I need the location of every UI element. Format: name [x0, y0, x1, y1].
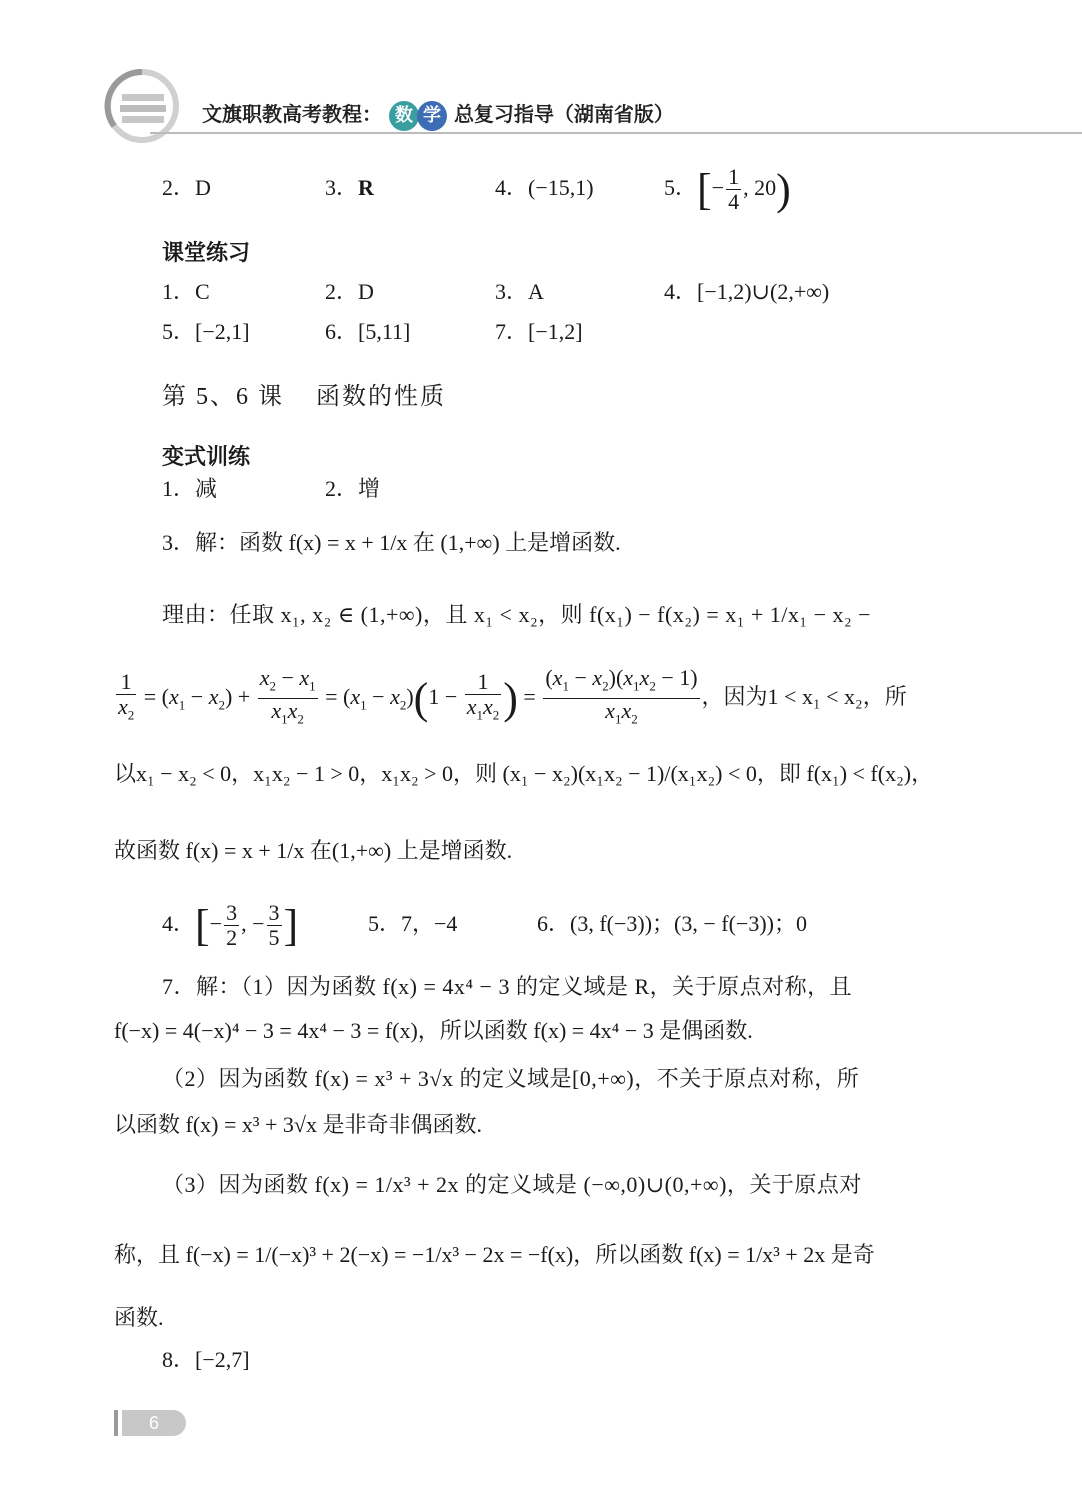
practice-answer-1: 1．C — [162, 279, 210, 304]
q3-line-1: 3．解：函数 f(x) = x + 1/x 在 (1,+∞) 上是增函数. — [162, 530, 621, 555]
variant-answer-4: 4．[− $\frac{3}{2}$ , − $\frac{3}{5}$ ] — [162, 900, 299, 951]
practice-answer-5: 5．[−2,1] — [162, 319, 250, 344]
practice-answer-4: 4．[−1,2)∪(2,+∞) — [664, 279, 830, 304]
q3-line-5: 故函数 f(x) = x + 1/x 在(1,+∞) 上是增函数. — [114, 838, 513, 863]
footer-bar-mark — [114, 1410, 118, 1436]
header-badge-shu: 数 — [389, 101, 419, 131]
q3-line-4: 以x₁ − x₂ < 0，x₁x₂ − 1 > 0，x₁x₂ > 0，则 (x₁ − x₂)(x₁x₂ − 1)/(x₁x₂) < 0，即 f(x₁) < f(x₂)， — [114, 761, 934, 786]
q8-answer: 8．[−2,7] — [162, 1347, 250, 1372]
practice-answer-7: 7．[−1,2] — [495, 319, 583, 344]
q7-line-6: 称，且 f(−x) = 1/(−x)³ + 2(−x) = −1/x³ − 2x = −f(x)，所以函数 f(x) = 1/x³ + 2x 是奇 — [114, 1242, 875, 1267]
page-number: 6 — [148, 1413, 159, 1433]
answer-5: 5．[− $\frac{1}{4}$ , 20) — [664, 164, 791, 215]
lesson-title: 第 5、6 课 函数的性质 — [162, 384, 446, 410]
variant-answer-2: 2．增 — [325, 476, 381, 501]
q7-line-1: 7．解：（1）因为函数 f(x) = 4x⁴ − 3 的定义域是 R，关于原点对称，且 — [162, 974, 853, 999]
q7-line-2: f(−x) = 4(−x)⁴ − 3 = 4x⁴ − 3 = f(x)，所以函数 f(x) = 4x⁴ − 3 是偶函数. — [114, 1018, 753, 1043]
variant-answer-1: 1．减 — [162, 476, 218, 501]
page-number-tab — [122, 1410, 186, 1436]
header-badge-xue: 学 — [417, 101, 447, 131]
header-title: 文旗职教高考教程： 数 学 总复习指导（湖南省版） — [202, 99, 674, 131]
section-title-practice: 课堂练习 — [162, 241, 251, 266]
header-rule — [150, 132, 1082, 134]
variant-answer-5: 5．7，−4 — [368, 911, 458, 936]
answer-4: 4．(−15,1) — [495, 175, 594, 200]
answer-3: 3．R — [325, 175, 374, 200]
q3-reason: 理由：任取 x₁, x₂ ∈ (1,+∞)，且 x₁ < x₂，则 f(x₁) − f(x₂) = x₁ + 1/x₁ − x₂ − — [162, 602, 872, 627]
q7-line-5: （3）因为函数 f(x) = 1/x³ + 2x 的定义域是 (−∞,0)∪(0,+∞)，关于原点对 — [162, 1172, 862, 1197]
practice-answer-3: 3．A — [495, 279, 544, 304]
practice-answer-6: 6．[5,11] — [325, 319, 411, 344]
section-title-variant: 变式训练 — [162, 445, 251, 470]
variant-answer-6: 6．(3, f(−3))；(3, − f(−3))；0 — [537, 911, 807, 936]
q3-line-3: $\frac{1}{x_2}$ = $(x_1 - x_2)$ + $\frac{x_2 - x_1}{x_1x_2}$ = $(x_1 - x_2)(1$ − $\frac{1}{x_1x_2}$ ) = $\frac{(x_1 - x_2)(x_1x_2 - 1)}{x_1x_2}$ ，因为1 < x₁ < x₂，所 — [118, 665, 907, 727]
answer-2: 2．D — [162, 175, 211, 200]
q7-line-7: 函数. — [114, 1305, 164, 1330]
q7-line-4: 以函数 f(x) = x³ + 3√x 是非奇非偶函数. — [114, 1112, 482, 1137]
fraction: $\frac{1}{4}$ — [728, 164, 740, 215]
practice-answer-2: 2．D — [325, 279, 374, 304]
q7-line-3: （2）因为函数 f(x) = x³ + 3√x 的定义域是[0,+∞)，不关于原点对称，所 — [162, 1066, 860, 1091]
